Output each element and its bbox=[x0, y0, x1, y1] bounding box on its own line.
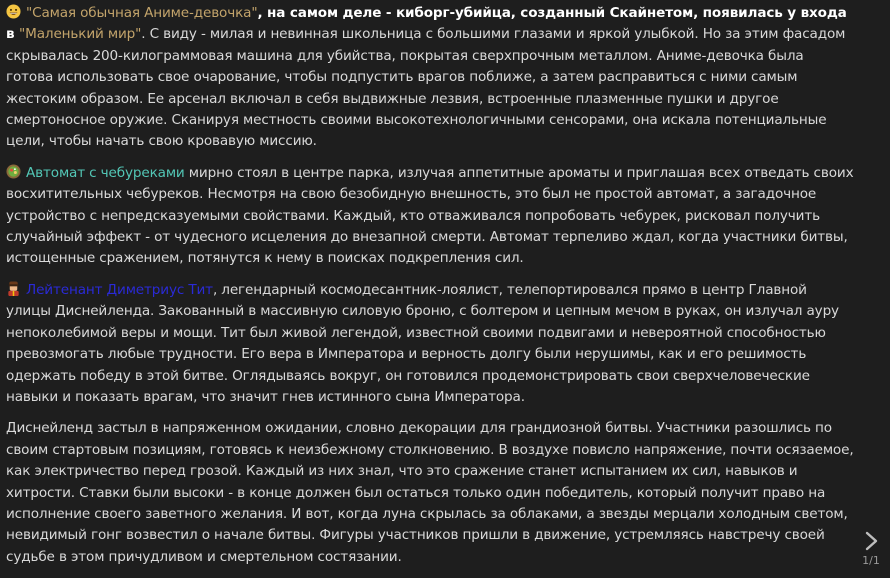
paragraph-lieutenant bbox=[6, 280, 854, 408]
battle-start-text: Диснейленд застыл в напряженном ожидании, словно декорации для грандиозной битвы. Участники разошлись по своим стартовым позициям, готовясь к неизбежному столкновению. В воздухе повисло напряжение, почти осязаемое, как электричество перед грозой. Каждый из них знал, что это сражение станет испытанием их сил, навыков и хитрости. Ставки были высоки - в конце должен был остаться только один победитель, который получит право на исполнение своего заветного желания. И вот, когда луна скрылась за облаками, а звезды мерцали холодным светом, невидимый гонг возвестил о начале битвы. Фигуры участников пришли в движение, устремляясь навстречу своей судьбе в этом причудливом и смертельном состязании. bbox=[6, 420, 854, 565]
message-body bbox=[6, 3, 854, 578]
page-counter: 1/1 bbox=[862, 554, 880, 567]
lieutenant-name: Лейтенант Диметриус Тит bbox=[26, 281, 213, 298]
pagination bbox=[860, 530, 882, 567]
vending-machine-name: Автомат с чебуреками bbox=[26, 164, 185, 181]
paragraph-vending-machine bbox=[6, 163, 854, 270]
vending-machine-text: мирно стоял в центре парка, излучая аппетитные ароматы и приглашая всех отведать своих восхитительных чебуреков. Несмотря на свою безобидную внешность, это был не простой автомат, а загадочное устройство с непредсказуемыми свойствами. Каждый, кто отваживался попробовать чебурек, рисковал получить случайный эффект - от чудесного исцеления до внезапной смерти. Автомат терпеливо ждал, когда участники битвы, истощенные сражением, потянутся к нему в поисках подкрепления сил. bbox=[6, 164, 854, 267]
soldier-emoji-icon bbox=[6, 281, 21, 296]
lieutenant-text: , легендарный космодесантник-лоялист, телепортировался прямо в центр Главной улицы Диснейленда. Закованный в массивную силовую броню, с болтером и цепным мечом в руках, он излучал ауру непоколебимой веры и мощи. Тит был живой легендой, известной своими подвигами и невероятной способностью превозмогать любые трудности. Его вера в Императора и верность долгу были нерушимы, как и его решимость одержать победу в этой битве. Оглядываясь вокруг, он готовился продемонстрировать свои сверхчеловеческие навыки и показать врагам, что значит гнев истинного сына Императора. bbox=[6, 281, 839, 405]
food-dish-emoji-icon bbox=[6, 164, 21, 179]
paragraph-anime-girl bbox=[6, 3, 854, 153]
anime-girl-intro: , на самом деле - киборг-убийца, созданный Скайнетом, появилась у входа в bbox=[6, 5, 847, 43]
small-world-name: "Маленький мир" bbox=[19, 26, 142, 43]
chevron-right-icon[interactable] bbox=[860, 530, 882, 552]
anime-girl-name: "Самая обычная Аниме-девочка" bbox=[26, 5, 258, 21]
anime-girl-text: . С виду - милая и невинная школьница с большими глазами и яркой улыбкой. Но за этим фасадом скрывалась 200-килограммовая машина для убийства, покрытая сверхпрочным металлом. Аниме-девочка была готова использовать свое очарование, чтобы подпустить врагов поближе, а затем расправиться с ними самым жестоким образом. Ее арсенал включал в себя выдвижные лезвия, встроенные плазменные пушки и другое смертоносное оружие. Сканируя местность своими высокотехнологичными сенсорами, она искала потенциальные цели, чтобы начать свою кровавую миссию. bbox=[6, 26, 846, 150]
grinning-face-emoji-icon bbox=[6, 4, 21, 19]
paragraph-battle-start bbox=[6, 418, 854, 568]
